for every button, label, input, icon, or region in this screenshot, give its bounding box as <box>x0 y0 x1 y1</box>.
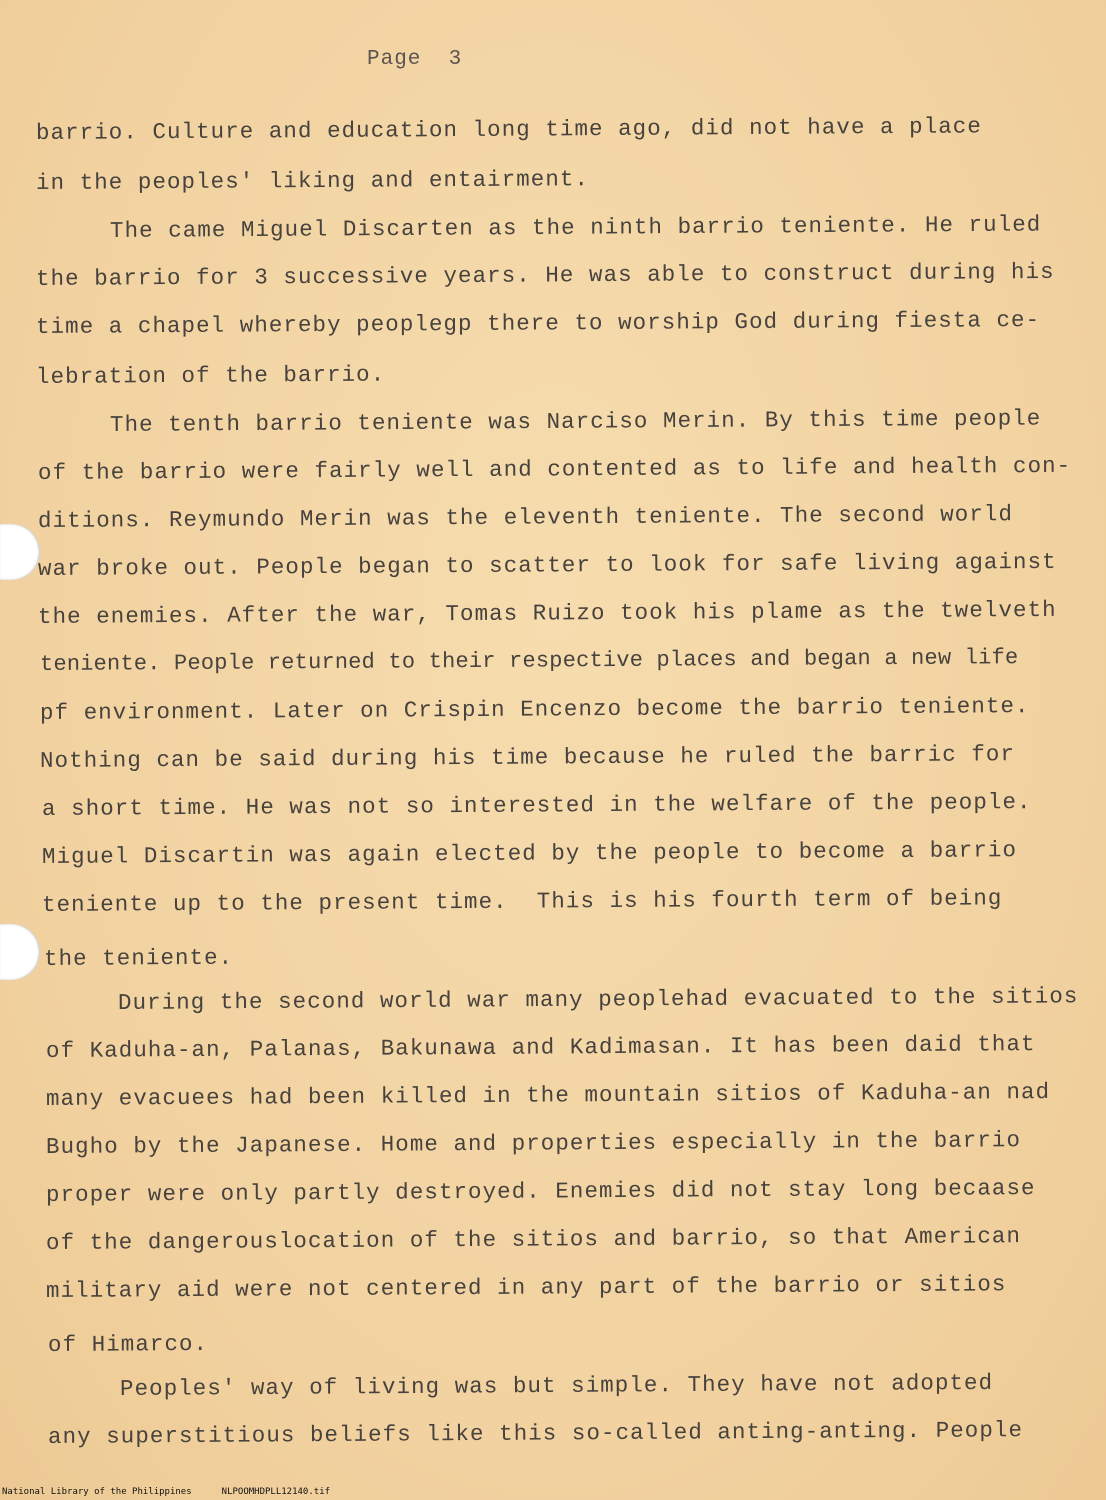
punch-hole <box>0 924 40 980</box>
text-line: the barrio for 3 successive years. He was able to construct during his <box>35 258 1055 292</box>
text-line: The tenth barrio teniente was Narciso Merin. By this time people <box>109 405 1042 438</box>
text-line: of the dangerouslocation of the sitios and barrio, so that American <box>45 1223 1022 1256</box>
text-line: proper were only partly destroyed. Enemies did not stay long becaase <box>45 1175 1036 1208</box>
text-line: teniente. People returned to their respective places and began a new life <box>39 645 1019 677</box>
text-line: Peoples' way of living was but simple. They have not adopted <box>119 1369 994 1402</box>
text-line: teniente up to the present time. This is his fourth term of being <box>41 885 1003 918</box>
text-line: in the peoples' liking and entairment. <box>35 166 590 196</box>
text-line: The came Miguel Discarten as the ninth barrio teniente. He ruled <box>109 211 1042 244</box>
text-line: many evacuees had been killed in the mountain sitios of Kaduha-an nad <box>45 1078 1051 1112</box>
text-line: war broke out. People began to scatter to look for safe living against <box>37 548 1057 582</box>
text-line: During the second world war many peoplehad evacuated to the sitios <box>117 983 1079 1016</box>
text-line: Miguel Discartin was again elected by the people to become a barrio <box>41 837 1018 870</box>
text-line: any superstitious beliefs like this so-called anting-anting. People <box>47 1417 1024 1450</box>
punch-hole <box>0 524 40 580</box>
text-line: pf environment. Later on Crispin Encenzo become the barrio teniente. <box>39 693 1030 726</box>
scan-footer <box>0 1484 1106 1500</box>
text-line: ditions. Reymundo Merin was the eleventh teniente. The second world <box>37 501 1014 534</box>
text-line: Bugho by the Japanese. Home and properties especially in the barrio <box>45 1127 1022 1160</box>
text-line: the teniente. <box>43 944 234 972</box>
text-line: lebration of the barrio. <box>35 361 386 390</box>
text-line: time a chapel whereby peoplegp there to worship God during fiesta ce- <box>35 306 1041 340</box>
text-line: military aid were not centered in any part of the barrio or sitios <box>45 1271 1007 1304</box>
footer-file-id: NLPOOMHDPLL12140.tif <box>221 1487 331 1497</box>
text-line: a short time. He was not so interested in the welfare of the people. <box>41 789 1032 822</box>
page-number: Page 3 <box>367 48 463 71</box>
text-line: Nothing can be said during his time because he ruled the barric for <box>39 741 1016 774</box>
footer-institution: National Library of the Philippines <box>2 1487 192 1497</box>
text-line: barrio. Culture and education long time ago, did not have a place <box>35 113 982 146</box>
text-line: of Himarco. <box>47 1330 209 1358</box>
text-line: of Kaduha-an, Palanas, Bakunawa and Kadimasan. It has been daid that <box>45 1031 1036 1064</box>
text-line: the enemies. After the war, Tomas Ruizo took his plame as the twelveth <box>37 596 1057 630</box>
text-line: of the barrio were fairly well and contented as to life and health con- <box>37 452 1072 486</box>
